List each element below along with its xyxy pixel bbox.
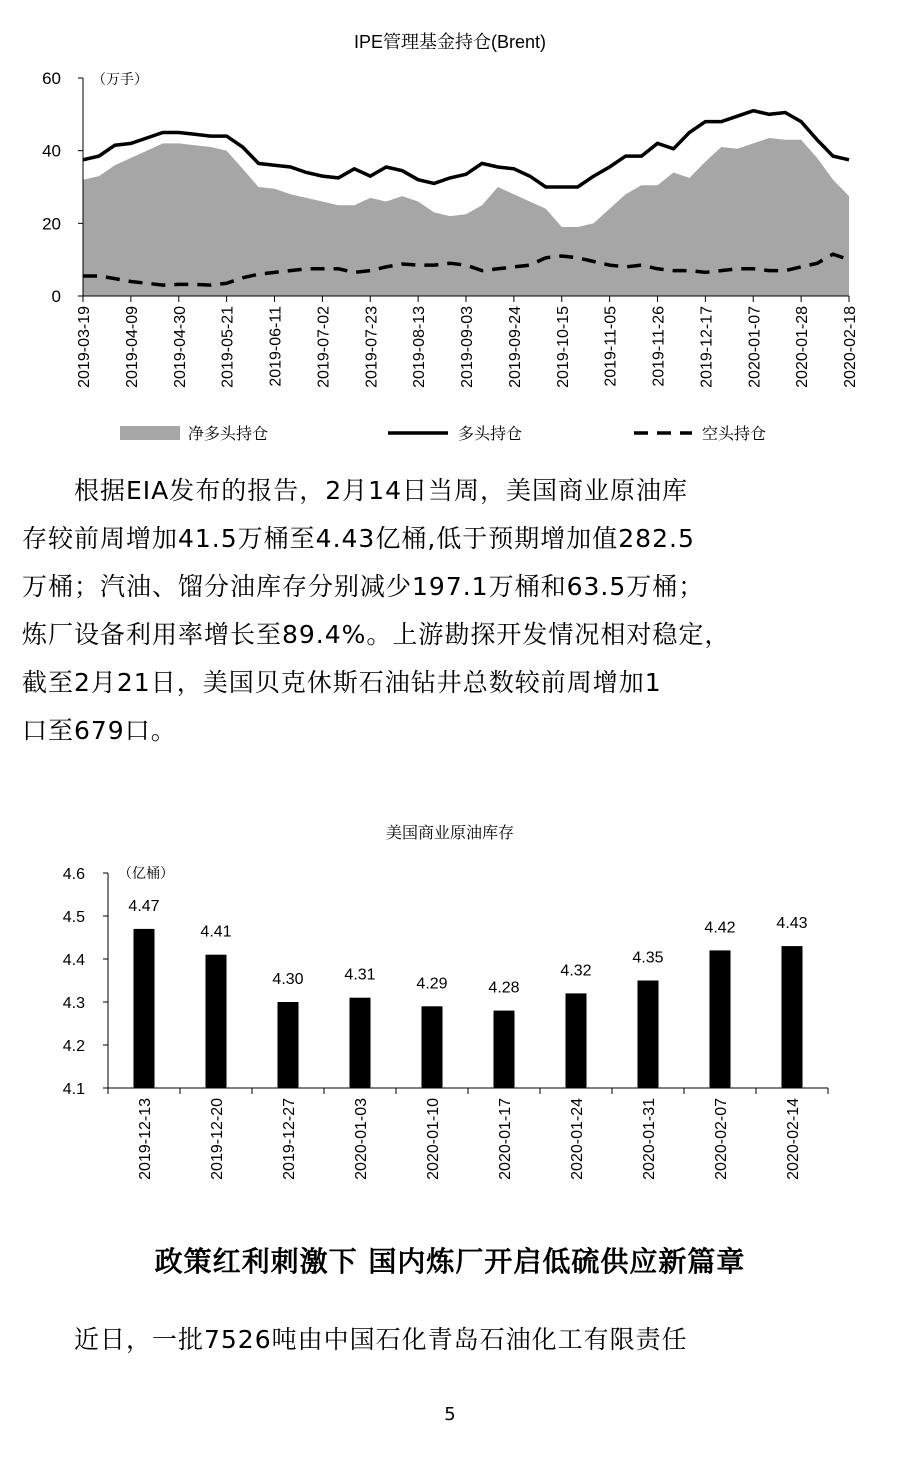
paragraph-line: 存较前周增加41.5万桶至4.43亿桶,低于预期增加值282.5 xyxy=(22,524,695,553)
y-tick-label: 20 xyxy=(42,214,61,234)
x-tick-label: 2019-05-21 xyxy=(219,306,237,388)
x-tick-label: 2019-03-19 xyxy=(76,306,93,388)
legend-label: 净多头持仓 xyxy=(188,426,269,443)
paragraph-line: 根据EIA发布的报告，2月14日当周，美国商业原油库 xyxy=(22,476,688,505)
x-tick-label: 2020-02-18 xyxy=(842,306,859,388)
bar xyxy=(494,1011,515,1088)
bar-data-label: 4.30 xyxy=(272,971,304,988)
chart-title: IPE管理基金持仓(Brent) xyxy=(353,32,547,52)
chart-svg xyxy=(0,810,900,1210)
x-tick-label: 2019-12-20 xyxy=(209,1098,226,1180)
bar-data-label: 4.32 xyxy=(560,962,592,980)
x-tick-label: 2020-01-10 xyxy=(425,1098,442,1180)
y-tick-label: 4.2 xyxy=(62,1038,85,1055)
paragraph-line: 炼厂设备利用率增长至89.4%。上游勘探开发情况相对稳定， xyxy=(22,620,731,649)
bar xyxy=(638,981,659,1089)
x-tick-label: 2019-07-23 xyxy=(363,306,381,388)
bar-data-label: 4.47 xyxy=(128,897,160,915)
x-tick-label: 2019-11-05 xyxy=(602,306,620,387)
x-tick-label: 2020-01-24 xyxy=(569,1098,586,1180)
y-tick-label: 40 xyxy=(42,141,61,161)
bar xyxy=(710,950,731,1088)
eia-report-paragraph xyxy=(22,467,878,755)
x-tick-label: 2019-11-26 xyxy=(650,306,668,387)
paragraph-line: 万桶；汽油、馏分油库存分别减少197.1万桶和63.5万桶； xyxy=(22,572,705,601)
bar-data-label: 4.43 xyxy=(776,915,808,933)
section-heading: 政策红利刺激下 国内炼厂开启低硫供应新篇章 xyxy=(154,1245,746,1278)
x-tick-label: 2019-06-11 xyxy=(267,306,285,387)
us-crude-inventory-chart xyxy=(0,810,900,1210)
legend-label: 空头持仓 xyxy=(702,426,767,443)
x-tick-label: 2020-02-14 xyxy=(785,1098,802,1180)
paragraph-line: 截至2月21日，美国贝克休斯石油钻井总数较前周增加1 xyxy=(22,668,662,697)
page-number: 5 xyxy=(444,1404,456,1425)
bar-data-label: 4.28 xyxy=(488,979,520,997)
y-tick-label: 4.4 xyxy=(62,952,85,969)
bar-data-label: 4.29 xyxy=(416,975,448,993)
x-tick-label: 2019-12-17 xyxy=(698,306,716,388)
bar xyxy=(278,1002,299,1088)
x-tick-label: 2020-01-03 xyxy=(353,1098,370,1180)
y-tick-label: 60 xyxy=(42,69,61,88)
x-tick-label: 2019-04-30 xyxy=(171,306,189,388)
x-tick-label: 2020-02-07 xyxy=(713,1098,730,1180)
bar-data-label: 4.42 xyxy=(704,919,736,937)
x-tick-label: 2019-09-03 xyxy=(459,306,476,388)
bar-data-label: 4.31 xyxy=(344,966,376,984)
paragraph-line: 口至679口。 xyxy=(22,716,177,745)
x-tick-label: 2020-01-28 xyxy=(794,306,812,388)
y-tick-label: 4.3 xyxy=(62,995,85,1012)
x-tick-label: 2020-01-17 xyxy=(497,1098,514,1180)
x-tick-label: 2020-01-07 xyxy=(746,306,764,388)
bar xyxy=(134,929,155,1088)
bar xyxy=(206,955,227,1088)
bar xyxy=(782,946,803,1088)
bar xyxy=(566,993,587,1088)
chart-title: 美国商业原油库存 xyxy=(385,825,515,842)
x-tick-label: 2019-12-13 xyxy=(137,1098,154,1180)
unit-label: （万手） xyxy=(92,71,148,87)
x-tick-label: 2020-01-31 xyxy=(641,1098,658,1180)
legend-swatch-net-long xyxy=(120,426,180,440)
x-tick-label: 2019-10-15 xyxy=(554,306,572,388)
unit-label: （亿桶） xyxy=(118,865,174,881)
bar-data-label: 4.35 xyxy=(632,949,664,967)
x-tick-label: 2019-04-09 xyxy=(123,306,141,388)
y-tick-label: 4.6 xyxy=(62,866,85,883)
y-tick-label: 4.1 xyxy=(62,1081,85,1098)
x-tick-label: 2019-09-24 xyxy=(506,306,524,388)
x-tick-label: 2019-07-02 xyxy=(315,306,333,388)
chart-svg xyxy=(0,20,900,450)
series-area-net-long xyxy=(83,138,849,296)
bar-data-label: 4.41 xyxy=(200,923,232,941)
bar xyxy=(350,998,371,1088)
refinery-paragraph xyxy=(22,1316,878,1364)
legend-label: 多头持仓 xyxy=(458,426,523,443)
ipe-positions-chart xyxy=(0,20,900,450)
y-tick-label: 0 xyxy=(51,287,61,306)
y-tick-label: 4.5 xyxy=(62,909,85,926)
x-tick-label: 2019-12-27 xyxy=(281,1098,298,1180)
paragraph-line: 近日，一批7526吨由中国石化青岛石油化工有限责任 xyxy=(22,1325,688,1354)
bar xyxy=(422,1006,443,1088)
x-tick-label: 2019-08-13 xyxy=(411,306,429,388)
